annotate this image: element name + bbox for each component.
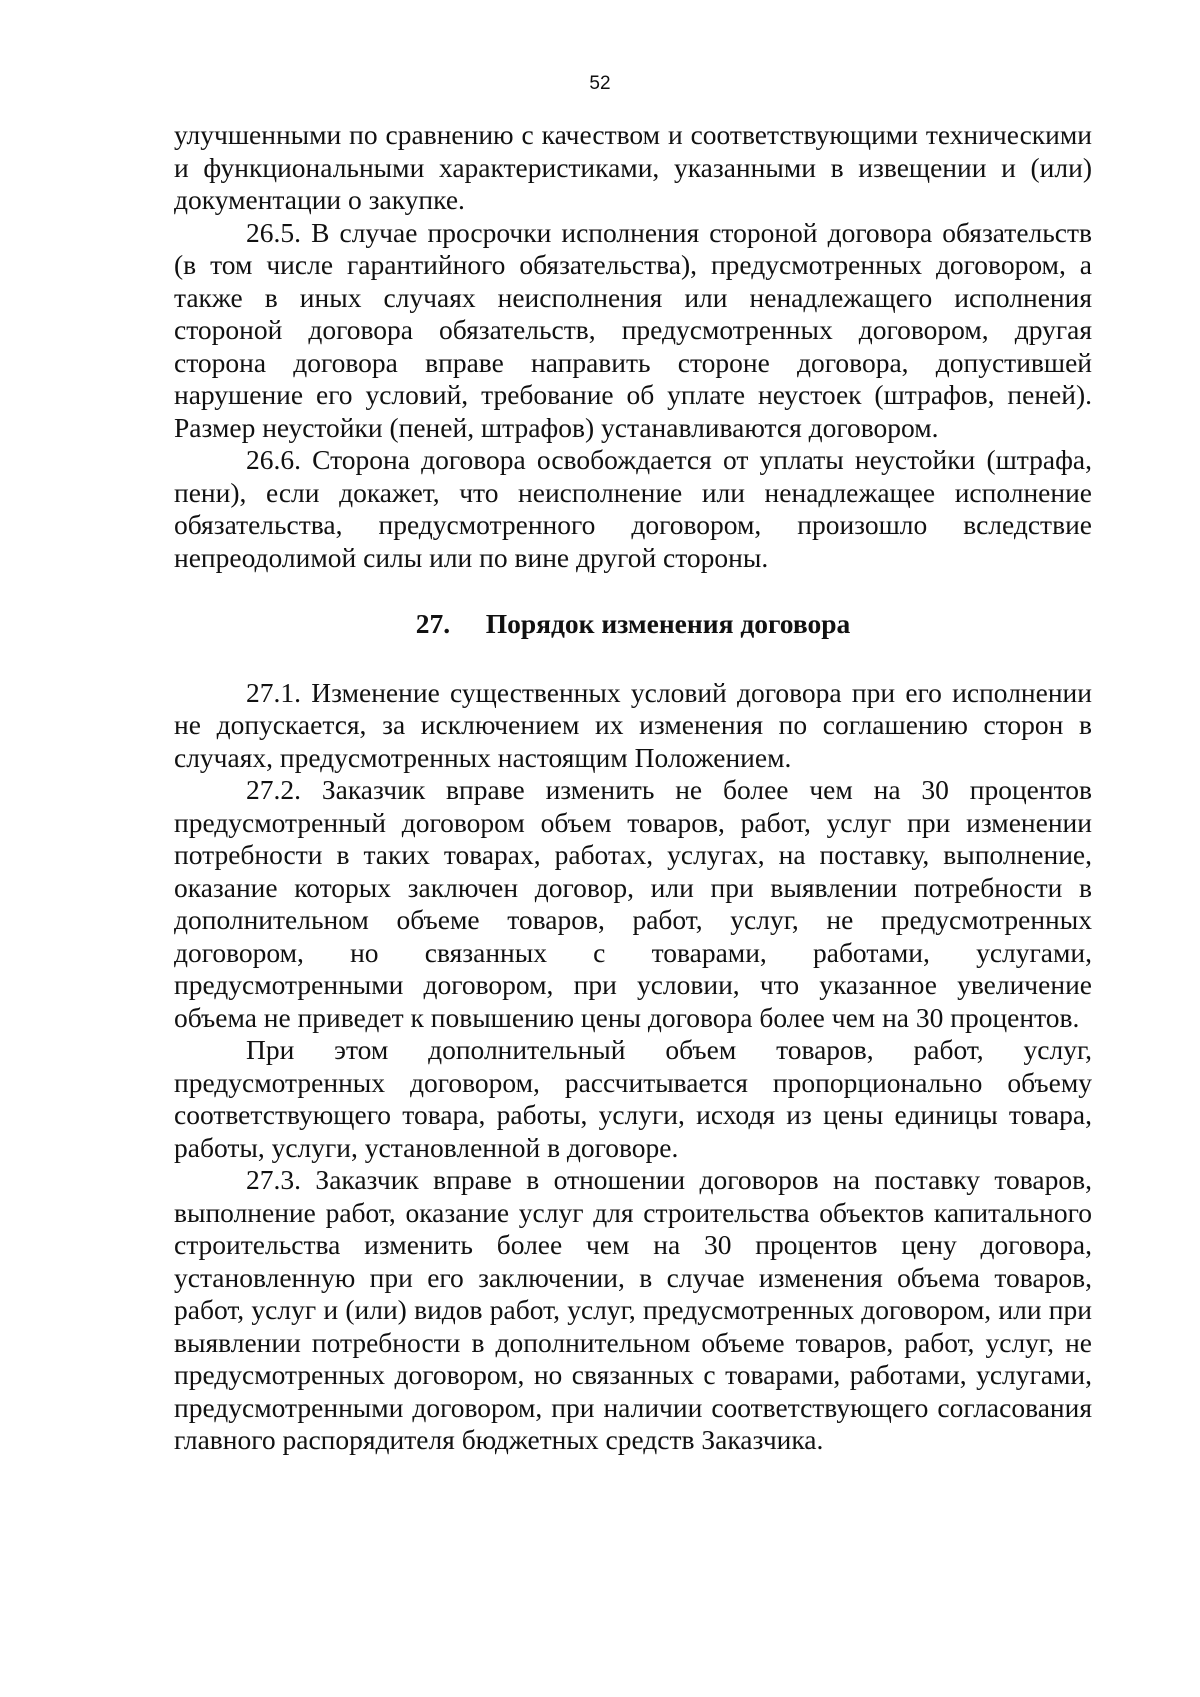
paragraph-27-3: 27.3. Заказчик вправе в отношении договоров на поставку товаров, выполнение работ, оказание услуг для строительства объектов капитального строительства изменить более чем на 30 процентов цену договора, установленную при его заключении, в случае изменения объема товаров, работ, услуг и (или) видов работ, услуг, предусмотренных договором, или при выявлении потребности в дополнительном объеме товаров, работ, услуг, не предусмотренных договором, но связанных с товарами, работами, услугами, предусмотренными договором, при наличии соответствующего согласования главного распорядителя бюджетных средств Заказчика. bbox=[174, 1164, 1092, 1455]
paragraph-26-5: 26.5. В случае просрочки исполнения стороной договора обязательств (в том числе гарантийного обязательства), предусмотренных договором, а также в иных случаях неисполнения или ненадлежащего исполнения стороной договора обязательств, предусмотренных договором, другая сторона договора вправе направить стороне договора, допустившей нарушение его условий, требование об уплате неустоек (штрафов, пеней). Размер неустойки (пеней, штрафов) устанавливаются договором. bbox=[174, 216, 1092, 443]
section-number: 27. bbox=[415, 608, 451, 639]
paragraph-continuation: улучшенными по сравнению с качеством и соответствующими техническими и функциональными характеристиками, указанными в извещении и (или) документации о закупке. bbox=[174, 119, 1092, 215]
paragraph-27-1: 27.1. Изменение существенных условий договора при его исполнении не допускается, за исключением их изменения по соглашению сторон в случаях, предусмотренных настоящим Положением. bbox=[174, 676, 1092, 773]
paragraph-26-6: 26.6. Сторона договора освобождается от уплаты неустойки (штрафа, пени), если докажет, что неисполнение или ненадлежащее исполнение обязательства, предусмотренного договором, произошло вследствие непреодолимой силы или по вине другой стороны. bbox=[174, 444, 1092, 573]
paragraph-27-2: 27.2. Заказчик вправе изменить не более чем на 30 процентов предусмотренный договором объем товаров, работ, услуг при изменении потребности в таких товарах, работах, услугах, на поставку, выполнение, оказание которых заключен договор, или при выявлении потребности в дополнительном объеме товаров, работ, услуг, не предусмотренных договором, но связанных с товарами, работами, услугами, предусмотренными договором, при условии, что указанное увеличение объема не приведет к повышению цены договора более чем на 30 процентов. bbox=[174, 774, 1092, 1033]
paragraph-27-2-continued: При этом дополнительный объем товаров, работ, услуг, предусмотренных договором, рассчитывается пропорционально объему соответствующего товара, работы, услуги, исходя из цены единицы товара, работы, услуги, установленной в договоре. bbox=[174, 1034, 1092, 1163]
section-title: Порядок изменения договора bbox=[485, 608, 851, 639]
section-heading bbox=[174, 608, 1092, 641]
document-body bbox=[174, 119, 1092, 1457]
page-number: 52 bbox=[589, 73, 611, 94]
